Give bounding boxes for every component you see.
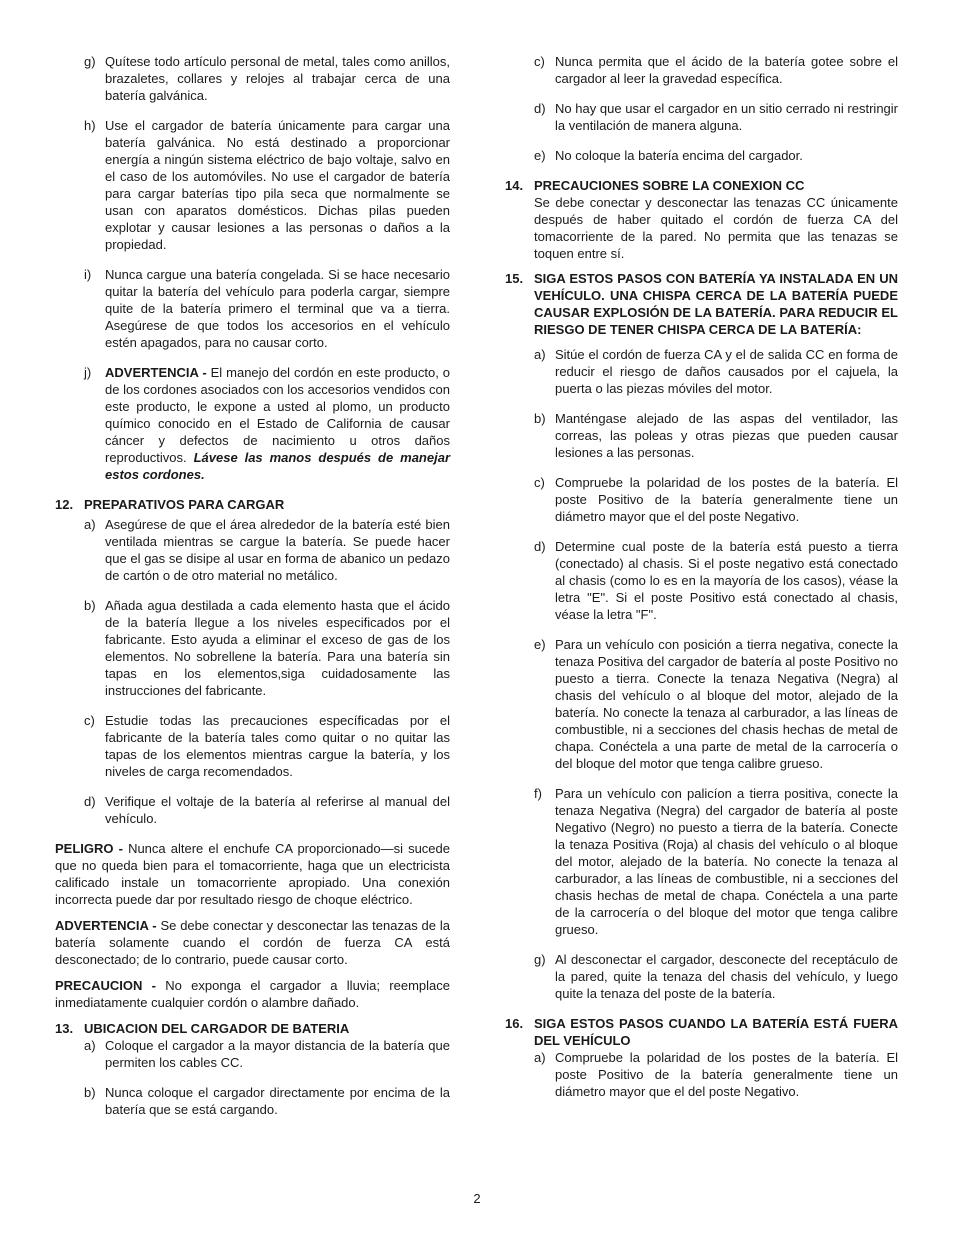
item-label: b) [84,1085,96,1100]
danger-text: Nunca altere el enchufe CA proporcionado—si sucede que no queda bien para el tomacorriente, haga que un electricista calificado instale un tomacorriente apropiado. Una conexión incorrecta puede dar por resultado riesgo de choque eléctrico. [55,841,450,907]
item-text: Añada agua destilada a cada elemento hasta que el ácido de la batería llegue a los niveles especificados por el fabricante. Esto ayuda a eliminar el exceso de gas de los elementos. No sobrellene la batería. Para una batería sin tapas en los elementos,siga cuidadosamente las instrucciones del fabricante. [105,598,450,698]
list-item-13c [505,53,898,87]
list-item-13e [505,147,898,164]
section-title: UBICACION DEL CARGADOR DE BATERIA [84,1021,350,1036]
item-label: b) [84,598,96,613]
item-text: Para un vehículo con palicíon a tierra positiva, conecte la tenaza Negativa (Negra) del cargador de batería al poste Negativo (Negro) no puesto a tierra de la batería. Conecte la tenaza Positiva (Roja) al chasis del vehículo o al bloque del motor, alejado de la batería. No conecte la tenaza al carburador, a las líneas de combustible, ni a secciones del chasis hechas de metal de chapa. Conéctela a una parte de la carrocería o del bloque del motor que tenga calibre grueso. [555,786,898,937]
item-label: c) [534,54,545,69]
item-label: h) [84,118,96,133]
item-label: c) [534,475,545,490]
danger-label: PELIGRO - [55,841,123,856]
section-number: 16. [505,1016,524,1031]
list-item-12d [55,793,450,827]
left-column [55,53,450,1118]
warning-text: Se debe conectar y desconectar las tenazas de la batería solamente cuando el cordón de fuerza CA está desconectado; de lo contrario, puede causar corto. [55,918,450,967]
section-13-heading [55,1020,450,1037]
item-text: Al desconectar el cargador, desconecte del receptáculo de la pared, quite la tenaza del chasis del vehículo, y luego quite la tenaza del poste de la batería. [555,952,898,1001]
list-item-13a [55,1037,450,1071]
item-label: a) [534,347,546,362]
item-text: No hay que usar el cargador en un sitio cerrado ni restringir la ventilación de manera alguna. [555,101,898,133]
item-label: g) [84,54,96,69]
list-item-j [55,364,450,483]
section-15-heading [505,270,898,338]
caution-notice [55,977,450,1011]
item-label: d) [84,794,96,809]
section-title: PRECAUCIONES SOBRE LA CONEXION CC [534,178,805,193]
danger-notice [55,840,450,908]
right-column [505,53,898,1100]
list-item-16a [505,1049,898,1100]
caution-label: PRECAUCION - [55,978,156,993]
page-number: 2 [473,1191,481,1206]
list-item-15e [505,636,898,772]
list-item-12a [55,516,450,584]
item-label: d) [534,539,546,554]
section-number: 14. [505,178,524,193]
list-item-15g [505,951,898,1002]
item-label: f) [534,786,542,801]
caution-text: No exponga el cargador a lluvia; reemplace inmediatamente cualquier cordón o alambre dañado. [55,978,450,1010]
warning-emphasis: Lávese las manos después de manejar estos cordones. [105,450,450,482]
list-item-15d [505,538,898,623]
item-label: d) [534,101,546,116]
list-item-13b [55,1084,450,1118]
list-item-12b [55,597,450,699]
item-text: Sitúe el cordón de fuerza CA y el de salida CC en forma de reducir el riesgo de daños causados por el cajuela, la puerta o las piezas móviles del motor. [555,347,898,396]
item-label: e) [534,148,546,163]
list-item-15c [505,474,898,525]
list-item-15a [505,346,898,397]
section-number: 13. [55,1021,74,1036]
item-label: a) [534,1050,546,1065]
warning-label: ADVERTENCIA - [55,918,157,933]
item-text: Use el cargador de batería únicamente para cargar una batería galvánica. No está destinado a proporcionar energía a ningún sistema eléctrico de bajo voltaje, salvo en el caso de los automóviles. No use el cargador de batería para cargar baterías tipo pila seca que normalmente se usan con aparatos domésticos. Dichas pilas pueden explotar y causar lesiones a las personas o daños a la propiedad. [105,118,450,252]
list-item-15b [505,410,898,461]
item-text: Compruebe la polaridad de los postes de la batería. El poste Positivo de la batería generalmente tiene un diámetro mayor que el del poste Negativo. [555,1050,898,1099]
item-label: e) [534,637,546,652]
item-text: Asegúrese de que el área alrededor de la batería esté bien ventilada mientras se cargue la batería. Se puede hacer que el gas se disipe al usar en forma de abanico un pedazo de cartón o de otro material no metálico. [105,517,450,583]
warning-text: El manejo del cordón en este producto, o de los cordones asociados con los accesorios vendidos con este producto, le expone a usted al plomo, un producto químico conocido en el Estado de California de causar cáncer y defectos de nacimiento u otros daños reproductivos. [105,365,450,465]
section-title: SIGA ESTOS PASOS CON BATERÍA YA INSTALADA EN UN VEHÍCULO. UNA CHISPA CERCA DE LA BATERÍA PUEDE CAUSAR EXPLOSIÓN DE LA BATERÍA. PARA REDUCIR EL RIESGO DE TENER CHISPA CERCA DE LA BATERÍA: [534,271,898,337]
item-text: Determine cual poste de la batería está puesto a tierra (conectado) al chasis. Si el poste negativo está conectado al chasis (como lo es en la mayoría de los casos), véase la letra "E". Si el poste Positivo está conectado al chasis, véase la letra "F". [555,539,898,622]
warning-notice [55,917,450,968]
list-item-h [55,117,450,253]
item-text: Nunca permita que el ácido de la batería gotee sobre el cargador al leer la gravedad específica. [555,54,898,86]
item-label: b) [534,411,546,426]
list-item-12c [55,712,450,780]
list-item-g [55,53,450,104]
section-number: 15. [505,271,524,286]
section-title: PREPARATIVOS PARA CARGAR [84,497,285,512]
list-item-15f [505,785,898,938]
section-number: 12. [55,497,74,512]
section-14 [505,177,898,262]
item-label: g) [534,952,546,967]
item-label: a) [84,1038,96,1053]
item-text: No coloque la batería encima del cargador. [555,148,803,163]
warning-label: ADVERTENCIA - [105,365,207,380]
item-text: Coloque el cargador a la mayor distancia de la batería que permiten los cables CC. [105,1038,450,1070]
section-text: Se debe conectar y desconectar las tenazas CC únicamente después de haber quitado el cordón de fuerza CA del tomacorriente de la pared. No permita que las tenazas se toquen entre sí. [534,195,898,261]
item-text: Nunca coloque el cargador directamente por encima de la batería que se está cargando. [105,1085,450,1117]
item-text: Manténgase alejado de las aspas del ventilador, las correas, las poleas y otras piezas que pueden causar lesiones a las personas. [555,411,898,460]
item-label: a) [84,517,96,532]
item-text: Estudie todas las precauciones específicadas por el fabricante de la batería tales como quitar o no quitar las tapas de los elementos mientras cargue la batería, y los niveles de carga recomendados. [105,713,450,779]
section-16-heading [505,1015,898,1049]
item-text: Nunca cargue una batería congelada. Si se hace necesario quitar la batería del vehículo para poderla cargar, siempre quite de la batería primero el terminal que va a tierra. Asegúrese de que todos los accesorios en el vehículo estén apagados, para no causar corto. [105,267,450,350]
section-12-heading [55,496,450,513]
item-text: Compruebe la polaridad de los postes de la batería. El poste Positivo de la batería generalmente tiene un diámetro mayor que el del poste Negativo. [555,475,898,524]
item-label: j) [84,365,92,380]
list-item-i [55,266,450,351]
item-text: Quítese todo artículo personal de metal, tales como anillos, brazaletes, collares y relojes al trabajar cerca de una batería galvánica. [105,54,450,103]
item-text [105,364,450,483]
section-title: SIGA ESTOS PASOS CUANDO LA BATERÍA ESTÁ FUERA DEL VEHÍCULO [534,1016,898,1048]
item-text: Verifique el voltaje de la batería al referirse al manual del vehículo. [105,794,450,826]
item-label: i) [84,267,92,282]
list-item-13d [505,100,898,134]
item-label: c) [84,713,95,728]
item-text: Para un vehículo con posición a tierra negativa, conecte la tenaza Positiva del cargador de batería al poste Positivo no puesto a tierra. Conecte la tenaza Negativa (Negra) al chasis del vehículo o al bloque del motor, alejado de la batería. No conecte la tenaza al carburador, a las líneas de combustible, ni a secciones del chasis hechas de metal de chapa. Conéctela a una parte de metal de la carrocería o del bloque del motor que tenga calibre grueso. [555,637,898,771]
